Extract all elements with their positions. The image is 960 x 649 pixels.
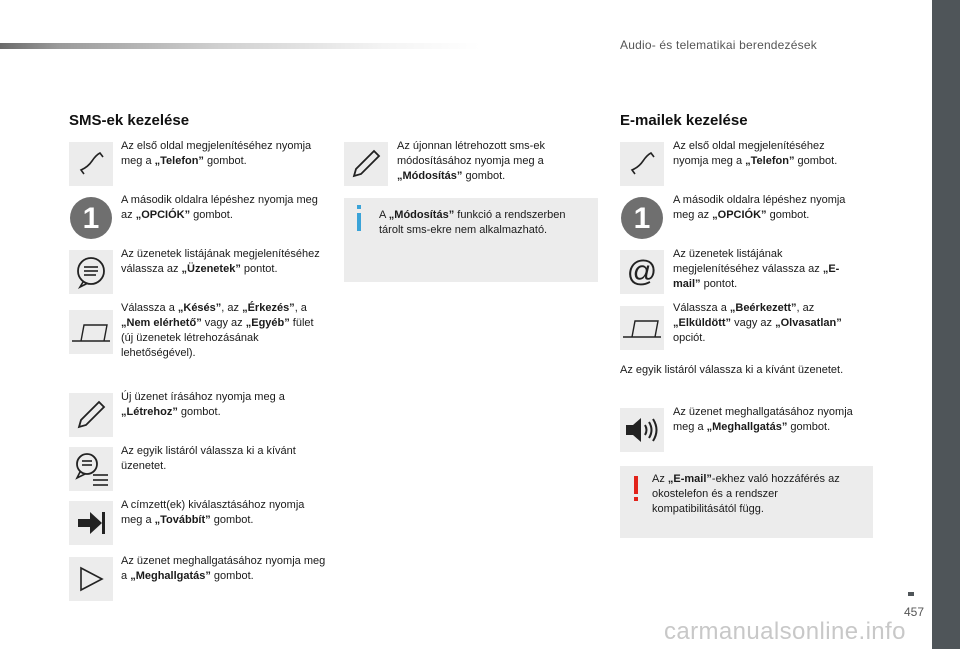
email-phone-icon-box: [620, 142, 664, 186]
info-note-text: A „Módosítás” funkció a rendszerben tárolt sms-ekre nem alkalmazható.: [379, 209, 566, 236]
tab-selector-icon: [71, 321, 111, 343]
select-icon-box: [69, 447, 113, 491]
page-side-tab: [932, 0, 960, 649]
email-step-1-text: Az első oldal megjelenítéséhez nyomja meg a „Telefon” gombot.: [673, 140, 838, 167]
email-icon-box: [620, 250, 664, 294]
sms-step-1-text: Az első oldal megjelenítéséhez nyomja meg a „Telefon” gombot.: [121, 140, 312, 167]
email-select-text: Az egyik listáról válassza ki a kívánt üzenetet.: [620, 364, 844, 376]
page-number: 457: [904, 605, 925, 619]
email-step-3-text: Az üzenetek listájának megjelenítéséhez válassza az „E-mail” pontot.: [673, 248, 840, 290]
sms-step-5-text: Új üzenet írásához nyomja meg a „Létrehoz” gombot.: [121, 391, 285, 418]
forward-arrow-icon: [76, 508, 106, 538]
messages-icon-box: [69, 250, 113, 294]
modify-icon-box: [344, 142, 388, 186]
sms-step-3-text: Az üzenetek listájának megjelenítéséhez válassza az „Üzenetek” pontot.: [121, 248, 320, 275]
sms-step-2-text: A második oldalra lépéshez nyomja meg az „OPCIÓK” gombot.: [121, 194, 318, 221]
phone-icon-box: [69, 142, 113, 186]
email-step-5-text: Az üzenet meghallgatásához nyomja meg a „Meghallgatás” gombot.: [673, 406, 853, 433]
chapter-header: Audio- és telematikai berendezések: [620, 38, 817, 52]
step-number-badge: [69, 196, 113, 240]
step-number-badge: [620, 196, 664, 240]
email-tab-icon-box: [620, 306, 664, 350]
pencil-icon: [75, 399, 107, 431]
watermark: carmanualsonline.info: [664, 618, 906, 645]
forward-icon-box: [69, 501, 113, 545]
sms-section-title: SMS-ek kezelése: [69, 112, 190, 129]
at-sign-icon: [625, 255, 659, 289]
sms-step-7-text: A címzett(ek) kiválasztásához nyomja meg a „Továbbít” gombot.: [121, 499, 305, 526]
email-section-title: E-mailek kezelése: [620, 112, 748, 129]
play-icon-box: [69, 557, 113, 601]
message-bubble-icon: [74, 255, 108, 289]
page-marker: [908, 592, 914, 596]
edit-pencil-icon: [350, 148, 382, 180]
create-icon-box: [69, 393, 113, 437]
modify-step-text: Az újonnan létrehozott sms-ek módosításához nyomja meg a „Módosítás” gombot.: [397, 140, 545, 182]
play-icon: [77, 565, 105, 593]
email-step-4-text: Válassza a „Beérkezett”, az „Elküldött” vagy az „Olvasatlan” opciót.: [673, 302, 842, 344]
sms-step-8-text: Az üzenet meghallgatásához nyomja meg a „Meghallgatás” gombot.: [121, 555, 326, 582]
phone-handset-icon: [76, 149, 106, 179]
sms-step-4-text: Válassza a „Késés”, az „Érkezés”, a „Nem elérhető” vagy az „Egyéb” fület (új üzenetek létrehozásának lehetőségével).: [121, 302, 314, 359]
info-icon: [354, 204, 364, 232]
tab-icon-box: [69, 310, 113, 354]
listen-icon-box: [620, 408, 664, 452]
badge-number: 1: [633, 202, 651, 235]
badge-number: 1: [82, 202, 100, 235]
phone-handset-icon: [627, 149, 657, 179]
warning-exclamation-icon: [632, 476, 640, 502]
tab-selector-icon: [622, 317, 662, 339]
sms-step-6-text: Az egyik listáról válassza ki a kívánt üzenetet.: [121, 445, 296, 472]
warning-note-text: Az „E-mail”-ekhez való hozzáférés az okostelefon és a rendszer kompatibilitásától függ.: [652, 473, 840, 515]
top-gradient-bar: [0, 43, 480, 49]
email-step-2-text: A második oldalra lépéshez nyomja meg az „OPCIÓK” gombot.: [673, 194, 846, 221]
message-search-icon: [73, 451, 109, 487]
svg-text:@: @: [626, 255, 658, 288]
speaker-icon: [624, 415, 660, 445]
